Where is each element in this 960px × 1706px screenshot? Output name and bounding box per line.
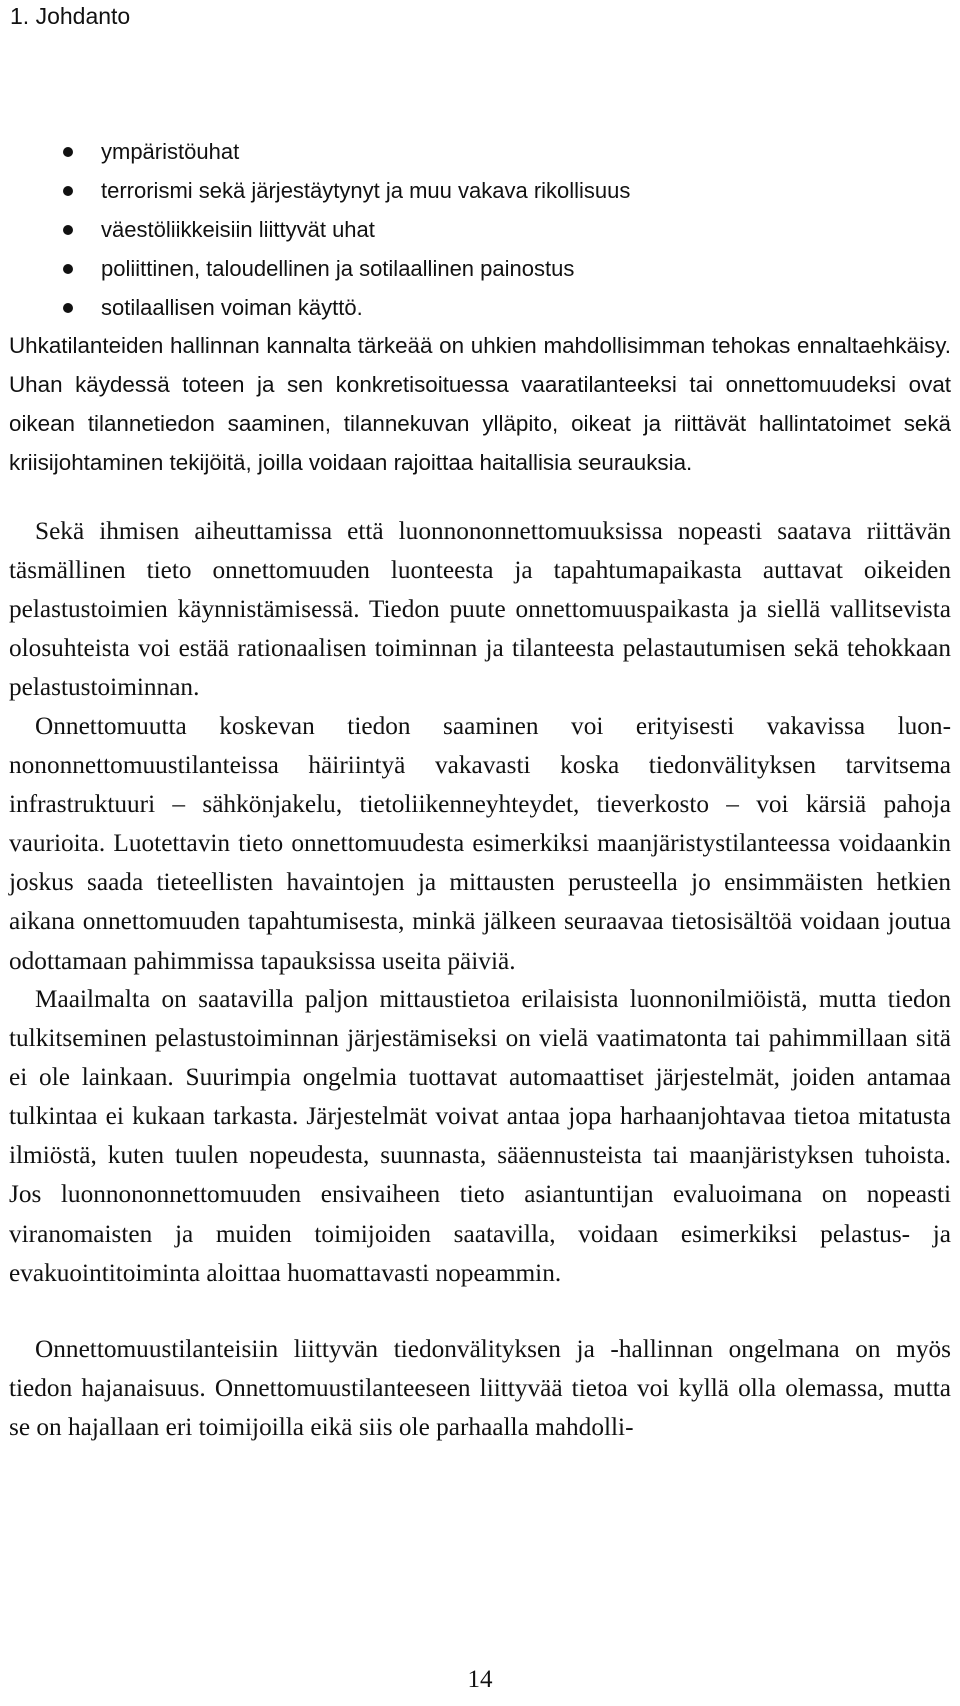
paragraph-threat-management: Uhkatilanteiden hallinnan kannalta tärkeää on uhkien mahdollisimman tehokas ennaltaehkäisy. Uhan käydessä toteen ja sen konkretisoituessa vaaratilanteeksi tai onnettomuudeksi ovat oikean tilannetiedon saaminen, tilannekuvan ylläpito, oikeat ja riittävät hallintatoimet sekä kriisijohtaminen tekijöitä, joilla voidaan rajoittaa haitallisia seurauksia. <box>9 333 951 475</box>
paragraph-measurement-data: Maailmalta on saatavilla paljon mittaustietoa erilaisista luonnonilmiöistä, mutta tiedon tulkitseminen pelastustoiminnan järjestämiseksi on vielä vaatimatonta tai pahimmillaan sitä ei ole lainkaan. Suurimpia ongelmia tuottavat automaattiset järjestelmät, joiden antamaa tulkintaa ei kukaan tarkasta. Järjestelmät voivat antaa jopa harhaanjohtavaa tietoa mitatusta ilmiöstä, kuten tuulen nopeudesta, suunnasta, sääennusteista tai maanjäristyksen tuhoista. Jos luonnononnettomuuden ensivaiheen tieto asiantuntijan evaluoimana on nopeasti viranomaisten ja muiden toimijoiden saatavilla, voidaan esimerkiksi pelastus- ja evakuointitoiminta aloittaa huomattavasti nopeammin. <box>9 985 951 1287</box>
paragraph-natural-disaster-information: Onnettomuutta koskevan tiedon saaminen voi erityisesti vakavissa luonnononnettomuustilanteissa häiriintyä vakavasti koska tiedonvälityksen tarvitsema infrastruktuuri – sähkönjakelu, tietoliikenneyhteydet, tieverkosto – voi kärsiä pahoja vaurioita. Luotettavin tieto onnettomuudesta esimerkiksi maanjäristystilanteessa voidaankin joskus saada tieteellisten havaintojen ja mittausten perusteella jo ensimmäisten hetkien aikana onnettomuuden tapahtumisesta, minkä jälkeen seuraavaa tietosisältöä voidaan joutua odottamaan pahimmissa tapauksissa useita päiviä. <box>9 712 951 975</box>
page-number: 14 <box>467 1666 493 1693</box>
list-item <box>9 288 951 327</box>
paragraph-information-fragmentation: Onnettomuustilanteisiin liittyvän tiedonvälityksen ja -hallinnan ongelmana on myös tiedon hajanaisuus. Onnettomuustilanteeseen liittyvää tietoa voi kyllä olla olemassa, mutta se on hajallaan eri toimijoilla eikä siis ole parhaalla mahdolli- <box>9 1335 951 1442</box>
list-item <box>9 249 951 288</box>
list-item <box>9 171 951 210</box>
list-item-text: ympäristöuhat <box>101 139 240 164</box>
list-item-text: poliittinen, taloudellinen ja sotilaallinen painostus <box>101 256 575 281</box>
threat-list <box>9 132 951 327</box>
bullet-icon <box>63 264 73 274</box>
list-item-text: terrorismi sekä järjestäytynyt ja muu vakava rikollisuus <box>101 178 631 203</box>
list-item-text: väestöliikkeisiin liittyvät uhat <box>101 217 375 242</box>
paragraph-accident-information: Sekä ihmisen aiheuttamissa että luonnononnettomuuksissa nopeasti saatava riittävän täsmällinen tieto onnettomuuden luonteesta ja tapahtumapaikasta auttavat oikeiden pelastustoimien käynnistämisessä. Tiedon puute onnettomuuspaikasta ja siellä vallitsevista olosuhteista voi estää rationaalisen toiminnan ja tilanteesta pelastautumisen sekä tehokkaan pelastustoiminnan. <box>9 517 951 702</box>
bullet-icon <box>63 147 73 157</box>
list-item <box>9 132 951 171</box>
bullet-icon <box>63 186 73 196</box>
list-item <box>9 210 951 249</box>
bullet-icon <box>63 225 73 235</box>
chapter-header: 1. Johdanto <box>10 3 131 29</box>
list-item-text: sotilaallisen voiman käyttö. <box>101 295 363 320</box>
bullet-icon <box>63 303 73 313</box>
